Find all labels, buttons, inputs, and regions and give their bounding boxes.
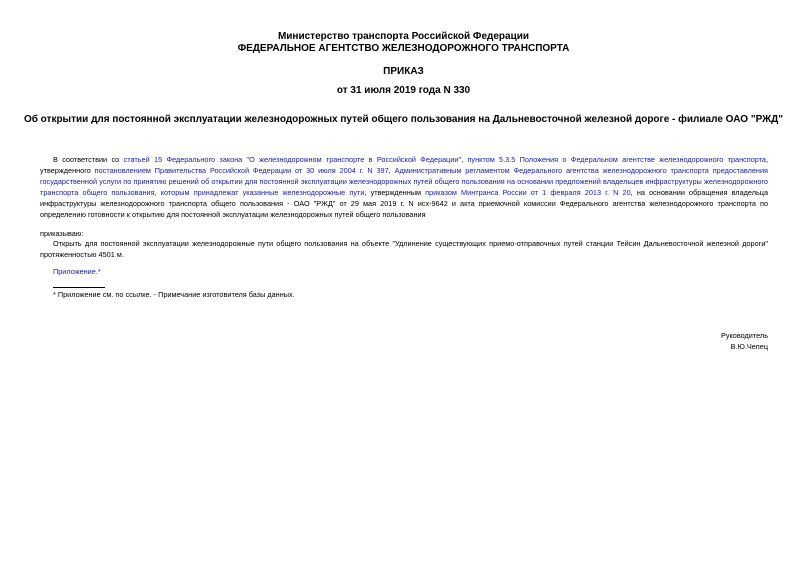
preamble-text-2: , bbox=[461, 155, 468, 164]
law-article-link[interactable]: статьей 15 Федерального закона "О железнодорожном транспорте в Российской Федерации" bbox=[123, 155, 462, 164]
regulation-point-link[interactable]: пунктом 5.3.5 Положения о Федеральном агентстве железнодорожного транспорта bbox=[467, 155, 766, 164]
preamble-text-5: , утвержденным bbox=[364, 187, 426, 197]
preamble-text-1: В соответствии со bbox=[53, 155, 124, 164]
agency-heading: ФЕДЕРАЛЬНОЕ АГЕНТСТВО ЖЕЛЕЗНОДОРОЖНОГО ТРАНСПОРТА bbox=[237, 43, 570, 54]
mintrans-order-link[interactable]: приказом Минтранса России от 1 февраля 2013 г. N 20 bbox=[425, 187, 631, 197]
ministry-heading: Министерство транспорта Российской Федерации bbox=[277, 31, 530, 42]
government-decree-link[interactable]: постановлением Правительства Российской Федерации от 30 июля 2004 г. N 397 bbox=[94, 165, 389, 175]
preamble-paragraph bbox=[40, 155, 768, 220]
document-type: ПРИКАЗ bbox=[383, 66, 424, 77]
signatory-position: Руководитель bbox=[720, 331, 768, 340]
document-date-number: от 31 июля 2019 года N 330 bbox=[336, 85, 471, 96]
footnote-text: * Приложение см. по ссылке. - Примечание изготовителя базы данных. bbox=[53, 290, 295, 299]
order-word: приказываю: bbox=[40, 229, 84, 238]
appendix-link[interactable]: Приложение.* bbox=[53, 267, 101, 276]
preamble-text-3: , утвержденного bbox=[40, 155, 769, 175]
footnote-separator bbox=[53, 287, 105, 288]
preamble-text-4: , bbox=[388, 165, 395, 175]
signatory-name: В.Ю.Чепец bbox=[730, 342, 768, 351]
document-title: Об открытии для постоянной эксплуатации железнодорожных путей общего пользования на Дальневосточной железной дороге - филиале ОАО "РЖД" bbox=[23, 114, 784, 125]
preamble-text-6: , на основании обращения владельца инфраструктуры железнодорожного транспорта общего пользования - ОАО "РЖД" от 29 мая 2019 г. N исх-9642 и акта приемочной комиссии Федерального агентства железнодорожного транспорта по определению готовности к открытию для постоянной эксплуатации железнодорожных путей общего пользования bbox=[40, 187, 768, 219]
order-paragraph: Открыть для постоянной эксплуатации железнодорожные пути общего пользования на объекте "Удлинение существующих приемо-отправочных путей станции Тейсин Дальневосточной железной дороги" протяженностью 4501 м. bbox=[40, 239, 768, 259]
administrative-regulation-link[interactable]: Административным регламентом Федерального агентства железнодорожного транспорта предоставления государственной услуги по принятию решений об открытии для постоянной эксплуатации железнодорожных путей общего пользования на основании предложений владельцев инфраструктуры железнодорожного транспорта общего пользования, которым принадлежат указанные железнодорожные пути bbox=[40, 165, 768, 197]
